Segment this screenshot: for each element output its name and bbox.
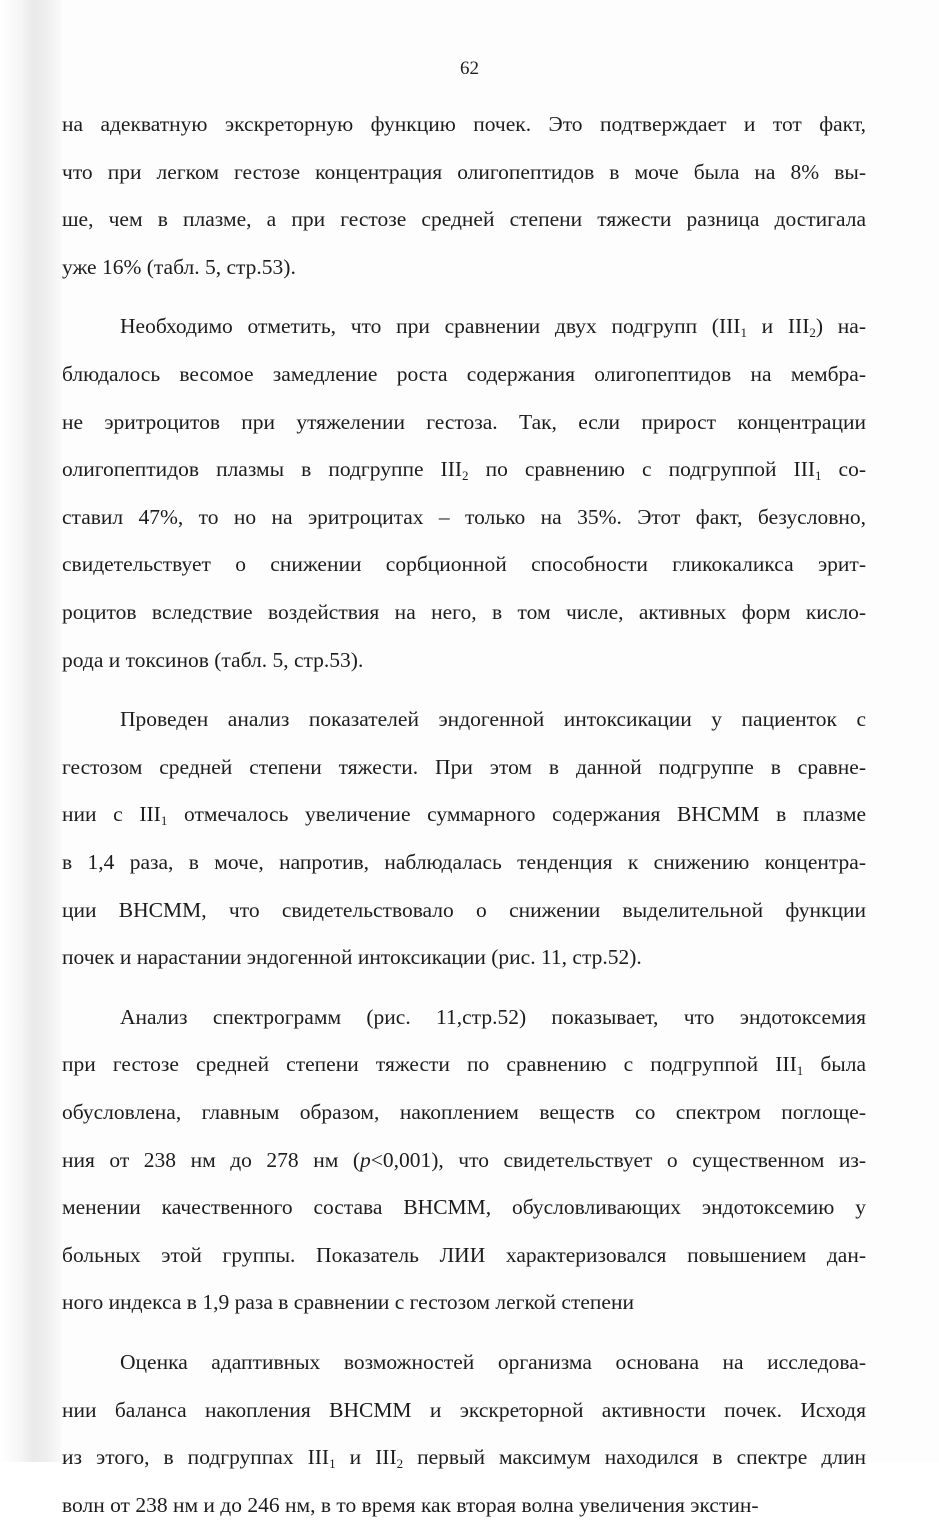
text-fragment: из этого, в подгруппах III: [62, 1445, 330, 1470]
text-fragment: 1: [329, 1456, 336, 1472]
text-line: [62, 407, 866, 437]
text-fragment: свидетельствует о снижении сорбционной способности гликокаликса эрит-: [62, 552, 866, 577]
text-fragment: отмечалось увеличение суммарного содержания ВНСММ в плазме: [167, 802, 866, 827]
text-fragment: ного индекса в 1,9 раза в сравнении с гестозом легкой степени: [62, 1290, 634, 1315]
text-fragment: Проведен анализ показателей эндогенной интоксикации у пациенток с: [120, 707, 866, 732]
text-fragment: со-: [821, 457, 867, 482]
text-fragment: 2: [462, 468, 469, 484]
text-fragment: ) на-: [815, 314, 866, 339]
text-fragment: <0,001), что свидетельствует о существенном из-: [370, 1147, 866, 1172]
text-fragment: что при легком гестозе концентрация олигопептидов в моче была на 8% вы-: [62, 159, 866, 184]
text-line: [62, 204, 866, 234]
text-fragment: гестозом средней степени тяжести. При этом в данной подгруппе в сравне-: [62, 754, 866, 779]
text-line: [62, 454, 866, 484]
text-fragment: 1: [160, 813, 168, 829]
text-line: [62, 359, 866, 389]
text-fragment: Необходимо отметить, что при сравнении двух подгрупп (III: [120, 314, 741, 339]
text-fragment: не эритроцитов при утяжелении гестоза. Так, если прирост концентрации: [62, 409, 866, 434]
text-line: [62, 1287, 866, 1317]
text-line: [62, 799, 866, 829]
text-fragment: больных этой группы. Показатель ЛИИ характеризовался повышением дан-: [62, 1242, 866, 1267]
text-fragment: волн от 238 нм и до 246 нм, в то время как вторая волна увеличения экстин-: [62, 1492, 759, 1517]
text-line: [62, 847, 866, 877]
text-fragment: нии баланса накопления ВНСММ и экскреторной активности почек. Исходя: [62, 1397, 866, 1422]
text-fragment: была: [803, 1052, 866, 1077]
text-fragment: ше, чем в плазме, а при гестозе средней степени тяжести разница достигала: [62, 207, 866, 232]
text-line: [62, 895, 866, 925]
text-fragment: и III: [335, 1445, 397, 1470]
text-line: [62, 549, 866, 579]
text-line: [120, 704, 866, 734]
text-line: [62, 752, 866, 782]
text-fragment: 1: [796, 1063, 804, 1079]
text-line: [62, 252, 866, 282]
text-line: [62, 157, 866, 187]
text-line: [120, 1347, 866, 1377]
text-fragment: ции ВНСММ, что свидетельствовало о снижении выделительной функции: [62, 897, 866, 922]
text-fragment: Оценка адаптивных возможностей организма основана на исследова-: [120, 1350, 866, 1374]
text-fragment: почек и нарастании эндогенной интоксикации (рис. 11, стр.52).: [62, 945, 642, 970]
text-fragment: 2: [809, 325, 816, 341]
text-fragment: p: [359, 1147, 371, 1172]
text-line: [62, 1395, 866, 1425]
text-fragment: Анализ спектрограмм (рис. 11,стр.52) показывает, что эндотоксемия: [120, 1004, 866, 1029]
text-fragment: 1: [740, 325, 747, 341]
text-fragment: и III: [746, 314, 810, 339]
text-line: [62, 645, 866, 675]
text-line: [62, 1049, 866, 1079]
text-line: [62, 597, 866, 627]
text-fragment: олигопептидов плазмы в подгруппе III: [62, 457, 463, 482]
scan-shadow-edge: [0, 0, 62, 1462]
text-fragment: 1: [815, 468, 822, 484]
text-line: [62, 942, 866, 972]
text-fragment: менении качественного состава ВНСММ, обусловливающих эндотоксемию у: [62, 1195, 866, 1220]
page-number: 62: [460, 58, 479, 79]
text-fragment: нии с III: [62, 802, 161, 827]
text-fragment: в 1,4 раза, в моче, напротив, наблюдалась тенденция к снижению концентра-: [62, 850, 866, 874]
text-fragment: блюдалось весомое замедление роста содержания олигопептидов на мембра-: [62, 362, 866, 386]
text-fragment: уже 16% (табл. 5, стр.53).: [62, 254, 296, 279]
text-line: [62, 1442, 866, 1472]
text-line: [62, 1097, 866, 1127]
text-line: [62, 1145, 866, 1175]
text-line: [62, 1490, 866, 1520]
text-fragment: по сравнению с подгруппой III: [468, 457, 816, 482]
text-fragment: при гестозе средней степени тяжести по сравнению с подгруппой III: [62, 1052, 797, 1077]
text-fragment: ставил 47%, то но на эритроцитах – только на 35%. Этот факт, безусловно,: [62, 504, 866, 529]
text-fragment: 2: [396, 1456, 404, 1472]
text-line: [62, 1240, 866, 1270]
text-fragment: обусловлена, главным образом, накоплением веществ со спектром поглоще-: [62, 1100, 866, 1124]
text-line: [120, 1002, 866, 1032]
text-line: [62, 109, 866, 139]
text-fragment: роцитов вследствие воздействия на него, в том числе, активных форм кисло-: [62, 600, 866, 624]
text-line: [62, 502, 866, 532]
text-fragment: на адекватную экскреторную функцию почек. Это подтверждает и тот факт,: [62, 112, 866, 136]
text-line: [62, 1192, 866, 1222]
text-fragment: ния от 238 нм до 278 нм (: [62, 1147, 360, 1172]
text-fragment: рода и токсинов (табл. 5, стр.53).: [62, 647, 364, 672]
text-line: [120, 311, 866, 341]
text-fragment: первый максимум находился в спектре длин: [403, 1445, 866, 1470]
